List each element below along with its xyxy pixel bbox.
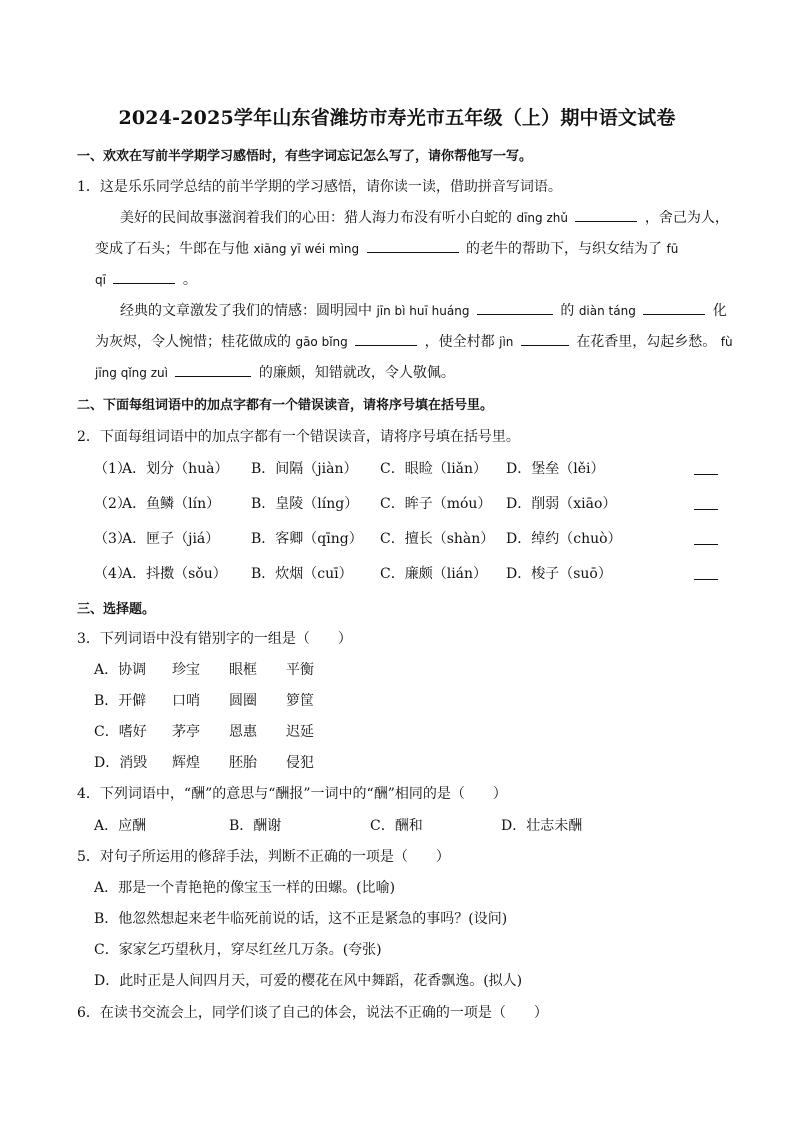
word: A．协调	[94, 662, 147, 678]
answer-line[interactable]	[694, 579, 718, 580]
word: B．开僻	[94, 693, 147, 709]
answer-blank[interactable]	[367, 240, 459, 253]
q5-option-c[interactable]: C．家家乞巧望秋月，穿尽红丝几万条。(夸张)	[94, 942, 382, 958]
q1-paragraph-line-6	[95, 362, 455, 382]
word: 珍宝	[172, 662, 200, 678]
word: D．消毁	[94, 755, 148, 771]
option-a: A．抖擞（sǒu）	[122, 566, 227, 582]
word: 恩惠	[229, 724, 257, 740]
text-segment: ，舍己为人，	[644, 210, 729, 226]
option-a: A．匣子（jiá）	[122, 531, 220, 547]
section-3-heading: 三、选择题。	[77, 602, 156, 617]
text-segment: 。	[182, 272, 197, 288]
q1-paragraph-line-5	[95, 331, 733, 351]
answer-line[interactable]	[694, 509, 718, 510]
option-c: C．廉颇（lián）	[380, 566, 488, 582]
q1-paragraph-line-3	[95, 269, 197, 289]
page-title: 2024-2025学年山东省潍坊市寿光市五年级（上）期中语文试卷	[118, 107, 676, 129]
q1-paragraph-line-1	[120, 207, 729, 227]
section-1-heading: 一、欢欢在写前半学期学习感悟时，有些字词忘记怎么写了，请你帮他写一写。	[77, 149, 533, 164]
q3-option-a[interactable]	[94, 659, 146, 679]
q1-paragraph-line-4	[120, 300, 727, 320]
question-2-intro: 2．下面每组词语中的加点字都有一个错误读音，请将序号填在括号里。	[77, 429, 520, 445]
section-2-heading: 二、下面每组词语中的加点字都有一个错误读音，请将序号填在括号里。	[77, 398, 494, 413]
question-3: 3．下列词语中没有错别字的一组是（ ）	[77, 631, 352, 647]
row-number: （2）	[94, 496, 131, 512]
word: 辉煌	[172, 755, 200, 771]
option-c: C．眸子（móu）	[380, 496, 492, 512]
q5-option-d[interactable]: D．此时正是人间四月天，可爱的樱花在风中舞蹈，花香飘逸。(拟人)	[94, 973, 523, 989]
option-b: B．炊烟（cuī）	[251, 566, 353, 582]
pinyin: fù	[720, 335, 733, 349]
text-segment: 美好的民间故事滋润着我们的心田：猎人海力布没有听小白蛇的	[120, 210, 512, 226]
text-segment: 的老牛的帮助下，与织女结为了	[466, 241, 663, 257]
text-segment: ，使全村都	[424, 334, 495, 350]
text-segment: 的	[560, 303, 575, 319]
word: 迟延	[286, 724, 314, 740]
word: 圆圈	[229, 693, 257, 709]
option-a: A．划分（huà）	[122, 461, 229, 477]
pinyin: fū	[666, 242, 679, 256]
row-number: （4）	[94, 566, 131, 582]
question-5: 5．对句子所运用的修辞手法，判断不正确的一项是（ ）	[77, 849, 450, 865]
q4-option-a[interactable]: A．应酬	[94, 818, 147, 834]
word: 平衡	[286, 662, 314, 678]
option-c: C．眼睑（liǎn）	[380, 461, 488, 477]
q1-paragraph-line-2	[95, 238, 678, 258]
text-segment: 为灰烬，令人惋惜；桂花做成的	[95, 334, 291, 350]
q5-option-a[interactable]: A．那是一个青艳艳的像宝玉一样的田螺。(比喻)	[94, 880, 396, 896]
q3-option-c[interactable]	[94, 721, 147, 741]
q3-option-b[interactable]	[94, 690, 146, 710]
q4-option-c[interactable]: C．酬和	[370, 818, 423, 834]
pinyin: dīng zhǔ	[516, 211, 568, 225]
text-segment: 经典的文章激发了我们的情感：圆明园中	[120, 303, 372, 319]
option-d: D．梭子（suō）	[506, 566, 612, 582]
row-number: （3）	[94, 531, 131, 547]
option-d: D．削弱（xiāo）	[506, 496, 617, 512]
word: C．嗜好	[94, 724, 147, 740]
question-1-intro: 1．这是乐乐同学总结的前半学期的学习感悟，请你读一读，借助拼音写词语。	[77, 179, 562, 195]
answer-blank[interactable]	[113, 271, 175, 284]
answer-blank[interactable]	[575, 209, 637, 222]
text-segment: 变成了石头；牛郎在与他	[95, 241, 249, 257]
word: 口哨	[172, 693, 200, 709]
answer-blank[interactable]	[643, 302, 705, 315]
option-d: D．绰约（chuò）	[506, 531, 622, 547]
answer-line[interactable]	[694, 474, 718, 475]
option-d: D．堡垒（lěi）	[506, 461, 605, 477]
pinyin: jīn bì huī huáng	[376, 304, 470, 318]
q3-option-d[interactable]	[94, 752, 147, 772]
pinyin: jìn	[499, 335, 514, 349]
answer-blank[interactable]	[355, 333, 417, 346]
q4-option-b[interactable]: B．酬谢	[229, 818, 282, 834]
option-c: C．擅长（shàn）	[380, 531, 495, 547]
pinyin: jīng qǐng zuì	[95, 366, 168, 380]
text-segment: 化	[712, 303, 727, 319]
pinyin: gāo bǐng	[295, 335, 348, 349]
pinyin: qī	[95, 273, 106, 287]
row-number: （1）	[94, 461, 131, 477]
pinyin: diàn táng	[578, 304, 636, 318]
word: 茅亭	[172, 724, 200, 740]
text-segment: 的廉颇，知错就改，令人敬佩。	[258, 365, 455, 381]
question-6: 6．在读书交流会上，同学们谈了自己的体会，说法不正确的一项是（ ）	[77, 1005, 548, 1021]
q4-option-d[interactable]: D．壮志未酬	[501, 818, 583, 834]
word: 胚胎	[229, 755, 257, 771]
q5-option-b[interactable]: B．他忽然想起来老牛临死前说的话，这不正是紧急的事吗？(设问)	[94, 911, 508, 927]
word: 侵犯	[286, 755, 314, 771]
option-b: B．客卿（qīng）	[251, 531, 363, 547]
answer-blank[interactable]	[477, 302, 553, 315]
answer-blank[interactable]	[175, 364, 251, 377]
option-b: B．间隔（jiàn）	[251, 461, 358, 477]
answer-line[interactable]	[694, 544, 718, 545]
option-a: A．鱼鳞（lín）	[122, 496, 221, 512]
text-segment: 在花香里，勾起乡愁。	[576, 334, 717, 350]
question-4: 4．下列词语中，“酬”的意思与“酬报”一词中的“酬”相同的是（ ）	[77, 786, 507, 802]
answer-blank[interactable]	[521, 333, 569, 346]
option-b: B．皇陵（líng）	[251, 496, 359, 512]
pinyin: xiāng yī wéi mìng	[253, 242, 360, 256]
word: 箩筐	[286, 693, 314, 709]
word: 眼框	[229, 662, 257, 678]
